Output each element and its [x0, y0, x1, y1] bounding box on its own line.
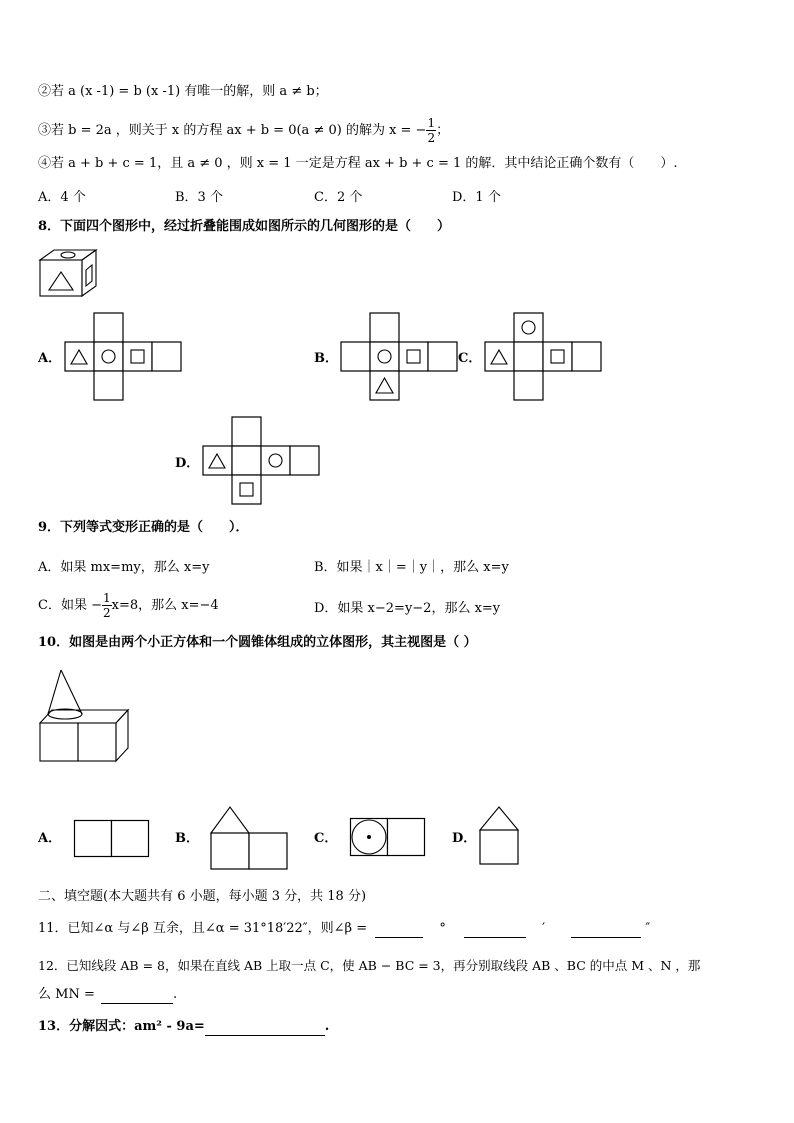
fraction-numerator: 1: [427, 116, 436, 130]
q11-minute-symbol: ′: [542, 921, 546, 936]
statement-3-end: ；: [436, 123, 450, 138]
q10-option-b-view: [210, 806, 288, 870]
statement-2: ②若 a (x -1) = b (x -1) 有唯一的解，则 a ≠ b；: [38, 84, 328, 99]
q13-text: 13．分解因式：am² - 9a=: [38, 1019, 205, 1034]
q8-cube-figure: [38, 248, 98, 300]
q8-stem: 8．下面四个图形中，经过折叠能围成如图所示的几何图形的是（ ）: [38, 219, 451, 234]
q7-option-d: D．1 个: [452, 190, 501, 205]
q10-option-d-view: [479, 806, 521, 866]
q8-net-a: [65, 313, 181, 400]
q9-option-b: B．如果｜x｜=｜y｜，那么 x=y: [314, 560, 509, 575]
q9-option-c: [38, 591, 219, 620]
q8-label-b: B．: [314, 351, 338, 366]
q7-option-a: A．4 个: [38, 190, 86, 205]
q11-degree-blank[interactable]: [375, 923, 423, 938]
fraction-denominator: 2: [427, 131, 436, 145]
statement-4: ④若 a + b + c = 1，且 a ≠ 0 ，则 x = 1 一定是方程 ax + b + c = 1 的解．其中结论正确个数有（ ）.: [38, 156, 678, 171]
q10-solid-figure: [38, 668, 132, 764]
q10-label-b: B．: [175, 831, 199, 846]
q9-option-c-end: x=8，那么 x=−4: [111, 598, 219, 613]
fraction-one-half: [426, 116, 436, 145]
q11-second-blank[interactable]: [571, 923, 641, 938]
q9-option-c-text: C．如果 −: [38, 598, 102, 613]
statement-3-text: ③若 b = 2a ，则关于 x 的方程 ax + b = 0(a ≠ 0) 的解为 x = −: [38, 123, 427, 138]
q8-label-a: A．: [38, 351, 62, 366]
section-2-heading: 二、填空题(本大题共有 6 小题，每小题 3 分，共 18 分): [38, 889, 367, 904]
q7-option-c: C．2 个: [314, 190, 363, 205]
q8-net-b: [341, 313, 457, 400]
q10-label-a: A．: [38, 831, 62, 846]
q13-period: .: [324, 1019, 330, 1034]
q13: [38, 1018, 329, 1036]
q8-label-d: D．: [175, 456, 200, 471]
q10-stem: 10．如图是由两个小正方体和一个圆锥体组成的立体图形，其主视图是（ ）: [38, 635, 477, 650]
q9-option-d: D．如果 x−2=y−2，那么 x=y: [314, 601, 501, 616]
q10-label-d: D．: [452, 831, 477, 846]
q10-option-a-view: [74, 820, 150, 858]
q8-net-d: [203, 417, 319, 504]
q11-text: 11．已知∠α 与∠β 互余，且∠α = 31°18′22″，则∠β =: [38, 921, 368, 936]
q9-fraction-denominator: 2: [102, 606, 111, 620]
q12-period: .: [172, 987, 178, 1002]
q13-answer-blank[interactable]: [205, 1021, 325, 1036]
q11-minute-blank[interactable]: [464, 923, 526, 938]
q8-label-c: C．: [458, 351, 482, 366]
q8-net-c: [485, 313, 601, 400]
q11-degree-symbol: °: [439, 921, 446, 936]
q7-option-b: B．3 个: [175, 190, 223, 205]
q10-option-c-view: [350, 818, 426, 858]
q12-line-2: [38, 986, 177, 1004]
q10-label-c: C．: [314, 831, 338, 846]
q11-second-symbol: ″: [645, 921, 651, 936]
q12-line-1: 12．已知线段 AB = 8，如果在直线 AB 上取一点 C，使 AB − BC = 3，再分别取线段 AB 、BC 的中点 M 、N ，那: [38, 958, 701, 973]
q9-option-a: A．如果 mx=my，那么 x=y: [38, 560, 210, 575]
q9-stem: 9．下列等式变形正确的是（ ）．: [38, 520, 249, 535]
q12-text: 么 MN =: [38, 987, 95, 1002]
q9-fraction-numerator: 1: [102, 591, 111, 605]
q9-fraction: [102, 591, 112, 620]
q11: [38, 920, 650, 938]
q12-answer-blank[interactable]: [101, 989, 173, 1004]
statement-3: [38, 116, 449, 145]
